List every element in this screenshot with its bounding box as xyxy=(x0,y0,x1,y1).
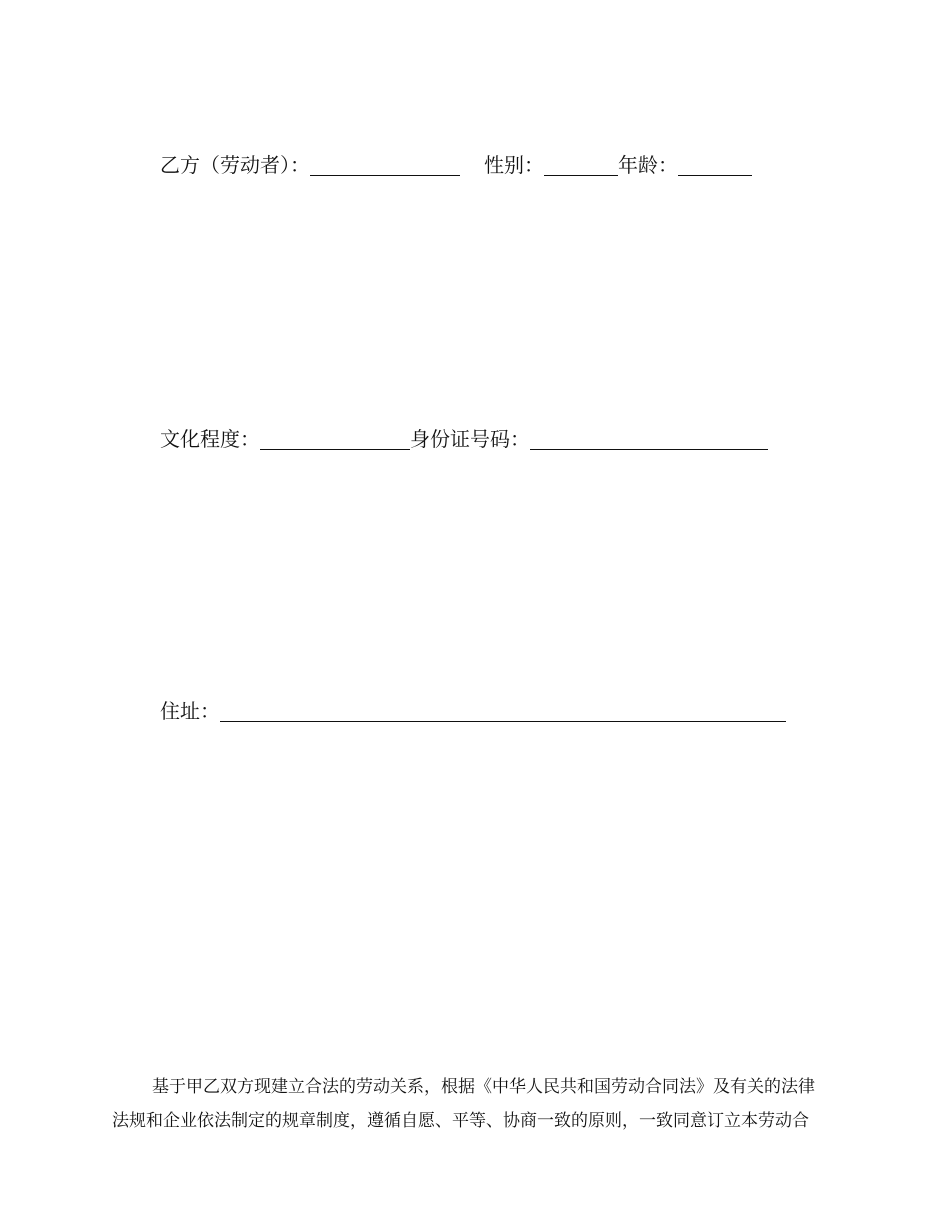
education-label: 文化程度： xyxy=(160,427,260,451)
party-b-label: 乙方（劳动者）： xyxy=(160,153,310,177)
education-field[interactable] xyxy=(260,429,410,450)
preamble-line-2: 法规和企业依法制定的规章制度，遵循自愿、平等、协商一致的原则，一致同意订立本劳动合 xyxy=(112,1111,809,1131)
contract-preamble xyxy=(112,1070,872,1138)
age-label: 年龄： xyxy=(618,153,678,177)
address-row xyxy=(160,698,786,724)
party-b-name-field[interactable] xyxy=(310,155,460,176)
gender-label: 性别： xyxy=(484,153,544,177)
id-number-label: 身份证号码： xyxy=(410,427,530,451)
gender-field[interactable] xyxy=(544,155,618,176)
party-b-row xyxy=(160,152,752,178)
address-label: 住址： xyxy=(160,699,220,723)
preamble-line-1: 基于甲乙双方现建立合法的劳动关系，根据《中华人民共和国劳动合同法》及有关的法律 xyxy=(152,1077,815,1097)
education-id-row xyxy=(160,426,768,452)
id-number-field[interactable] xyxy=(530,429,768,450)
age-field[interactable] xyxy=(678,155,752,176)
address-field[interactable] xyxy=(220,701,786,722)
